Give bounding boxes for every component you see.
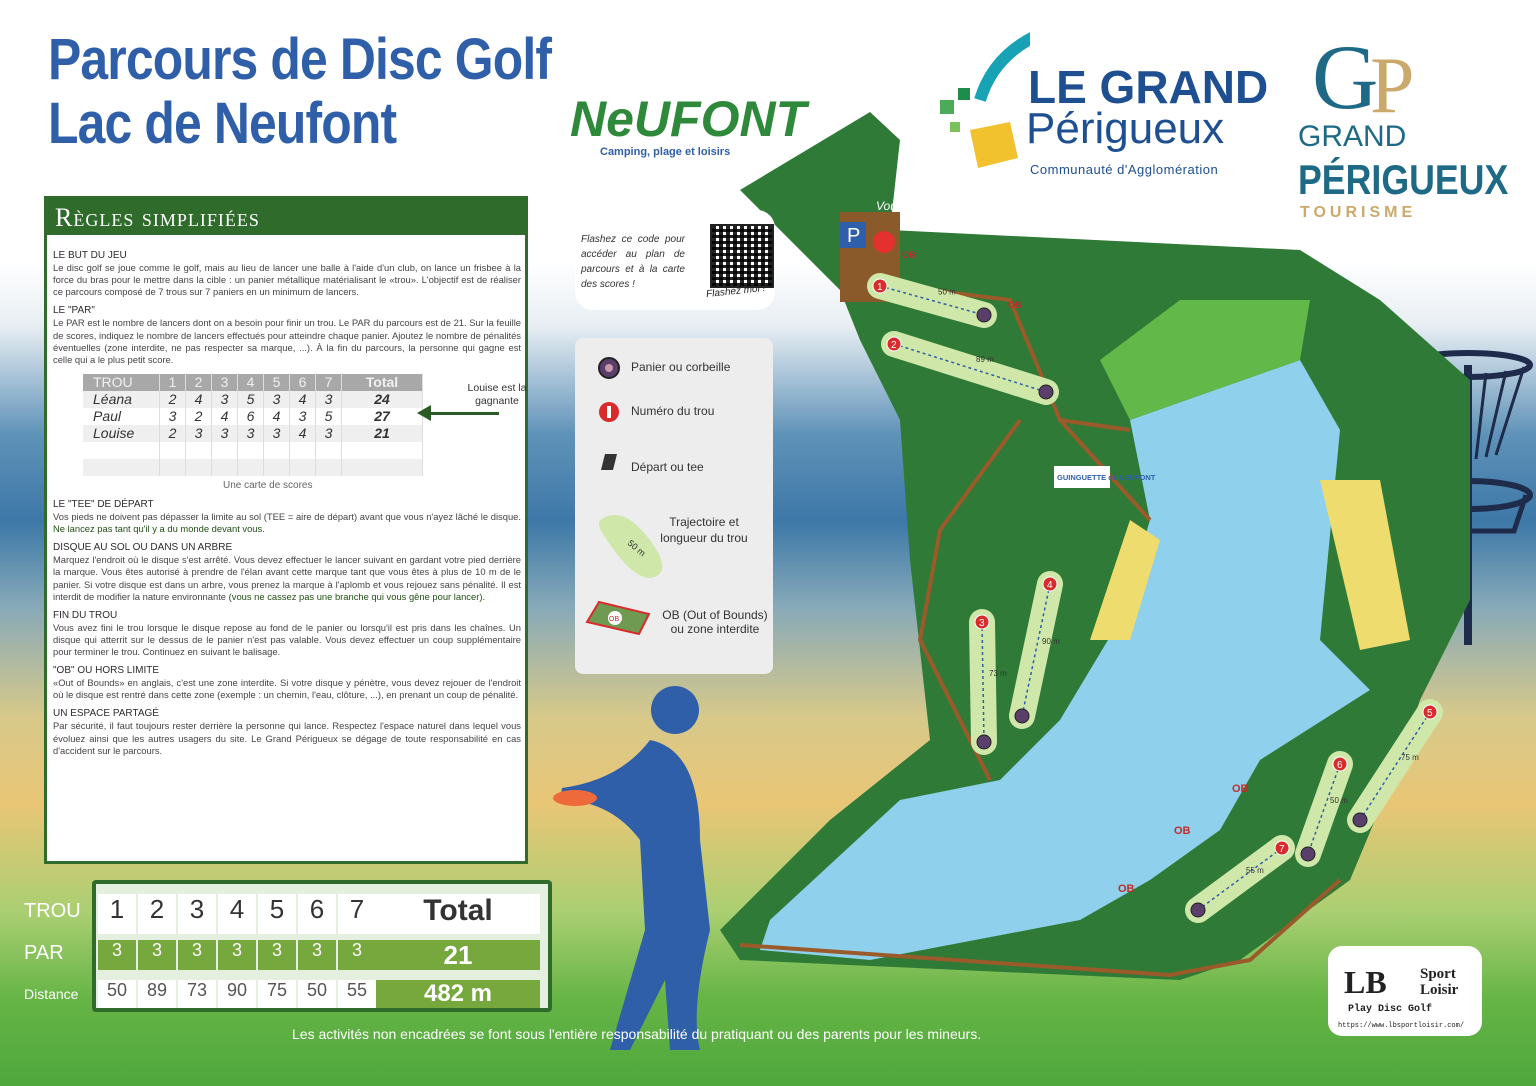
scorecard-row — [83, 425, 423, 442]
score-cell: 4 — [264, 408, 290, 425]
disclaimer: Les activités non encadrées se font sous l'entière responsabilité du pratiquant ou des parents pour les mineurs. — [292, 1026, 982, 1042]
hole-number-cell: 6 — [298, 894, 336, 934]
tee-icon — [599, 452, 619, 472]
svg-text:G: G — [1312, 28, 1379, 118]
scorecard-header: TROU — [83, 374, 160, 391]
scorecard-row — [83, 408, 423, 425]
par-cell: 3 — [178, 940, 216, 970]
hole-number-cell: 3 — [178, 894, 216, 934]
tourisme-perigueux: PÉRIGUEUX — [1298, 156, 1509, 203]
title-line-2: Lac de Neufont — [48, 91, 397, 156]
score-cell: 5 — [238, 391, 264, 408]
player-name: Louise — [83, 425, 160, 442]
par-cell: 3 — [258, 940, 296, 970]
score-cell: 4 — [290, 391, 316, 408]
legend-fairway: Trajectoire et longueur du trou — [660, 515, 748, 545]
hole-number-cell: 2 — [138, 894, 176, 934]
lb-loisir: Loisir — [1420, 982, 1459, 998]
guinguette-label: GUINGUETTE de NEUFONT — [1057, 473, 1156, 482]
score-cell: 6 — [238, 408, 264, 425]
page-title — [48, 28, 551, 156]
rule-text: «Out of Bounds» en anglais, c'est une zone interdite. Si votre disque y pénètre, vous devez rejouer de l'endroit où le disque est rentré dans cette zone (exemple : un chemin, l'eau, clôture, ...), en prenant un coup de pénalité. — [53, 677, 521, 701]
rules-title: Règles simplifiées — [55, 203, 260, 232]
score-cell: 3 — [290, 408, 316, 425]
scorecard-header: 3 — [212, 374, 238, 391]
winner-note: Louise est la gagnante — [467, 381, 527, 407]
ob-badge: OB — [902, 250, 916, 260]
rule-title: FIN DU TROU — [53, 609, 118, 621]
distance-total: 482 m — [376, 980, 540, 1008]
hole-number-label: 7 — [1279, 844, 1285, 855]
lb-sport-loisir-logo — [1328, 946, 1482, 1036]
hole-distance-label: 50 m — [1330, 796, 1348, 805]
hole-distance-label: 89 m — [976, 355, 994, 364]
score-total: 24 — [342, 391, 423, 408]
rule-text: Vous avez fini le trou lorsque le disque repose au fond de le panier ou lorsqu'il est pris dans les chaînes. Un disque qui atterrit sur le dessus de le panier n'est pas valable. Vous devez effectuer un coup supplémentaire pour terminer le trou. Continuez en suivant le balisage. — [53, 621, 521, 657]
fairway-sample-length: 50 m — [625, 537, 648, 559]
score-cell: 3 — [264, 425, 290, 442]
legend-basket: Panier ou corbeille — [631, 360, 731, 374]
score-cell: 2 — [160, 391, 186, 408]
par-cell: 3 — [138, 940, 176, 970]
you-are-here-pin-icon — [873, 231, 895, 253]
total-header: Total — [376, 894, 540, 934]
hole-number-label: 6 — [1337, 760, 1343, 771]
grand-perigueux-title: LE GRAND — [1028, 61, 1269, 113]
hole-distance-label: 75 m — [1401, 753, 1419, 762]
tourisme-label: TOURISME — [1300, 204, 1417, 221]
basket-icon — [1039, 385, 1053, 399]
score-cell: 2 — [160, 425, 186, 442]
hole-distance-label: 90 m — [1042, 637, 1060, 646]
distance-cell: 75 — [258, 980, 296, 1008]
rule-title: UN ESPACE PARTAGÉ — [53, 708, 159, 720]
hole-number-icon — [597, 400, 621, 424]
winner-arrow-icon — [429, 412, 499, 415]
score-cell: 3 — [212, 425, 238, 442]
distance-cell: 89 — [138, 980, 176, 1008]
row-label-par: PAR — [24, 942, 64, 964]
hole-number-cell: 4 — [218, 894, 256, 934]
legend-tee: Départ ou tee — [631, 460, 704, 474]
ob-badge: OB — [1118, 883, 1135, 895]
hole-number-label: 1 — [877, 282, 883, 293]
par-cell: 3 — [218, 940, 256, 970]
rule-text-body: Marquez l'endroit où le disque s'est arrêté. Vous devez effectuer le lancer suivant en gardant votre pied derrière la marque. Vous êtes autorisé à prendre de l'élan avant cette marque tant que vous êtes à plus de 10 m de le panier. Si votre disque est dans un arbre, vous prenez la marque à l'aplomb et vous rejouez sans pénalité. Il est interdit de modifier la nature environnante — [53, 554, 521, 602]
rule-title: LE BUT DU JEU — [53, 250, 127, 261]
rules-header — [47, 199, 525, 235]
basket-icon — [977, 308, 991, 322]
rule-text-body: Vos pieds ne doivent pas dépasser la limite au sol (TEE = aire de départ) avant que vous n'ayez lâché le disque. — [53, 511, 521, 523]
lb-sport: Sport — [1420, 966, 1456, 982]
par-cell: 3 — [298, 940, 336, 970]
score-cell: 4 — [212, 408, 238, 425]
neufont-tagline: Camping, plage et loisirs — [600, 146, 731, 158]
score-cell: 3 — [316, 425, 342, 442]
map-legend — [575, 338, 773, 674]
rule-title: LE "TEE" DE DÉPART — [53, 498, 154, 510]
grand-perigueux-name: Périgueux — [1026, 104, 1225, 153]
ob-zone-badge: OB — [609, 616, 620, 623]
scorecard-header: 1 — [160, 374, 186, 391]
hole-number-cell: 1 — [98, 894, 136, 934]
player-name: Léana — [83, 391, 160, 408]
neufont-logo: NeUFONT — [570, 91, 807, 147]
scorecard-row — [83, 442, 423, 459]
hole-distance-label: 73 m — [989, 669, 1007, 678]
rules-body — [53, 243, 527, 757]
basket-icon — [977, 735, 991, 749]
rule-text — [53, 554, 521, 602]
qr-code[interactable] — [710, 224, 774, 288]
par-cell: 3 — [338, 940, 376, 970]
scorecard-header: 5 — [264, 374, 290, 391]
score-cell: 5 — [316, 408, 342, 425]
legend-hole-number: Numéro du trou — [631, 404, 715, 418]
score-total: 27 — [342, 408, 423, 425]
ob-zone-icon — [585, 600, 651, 636]
score-cell: 3 — [212, 391, 238, 408]
scorecard-header: 6 — [290, 374, 316, 391]
hole-number-label: 3 — [979, 618, 985, 629]
rule-highlight: Ne lancez pas tant qu'il y a du monde devant vous. — [53, 523, 265, 535]
distance-cell: 73 — [178, 980, 216, 1008]
hole-distance-label: 50 m — [938, 287, 956, 297]
row-label-distance: Distance — [24, 986, 79, 1002]
basket-icon — [1191, 903, 1205, 917]
scorecard-caption: Une carte de scores — [223, 479, 313, 491]
rule-highlight: (vous ne cassez pas une branche qui vous gêne pour lancer). — [228, 590, 486, 602]
basket-icon — [1301, 847, 1315, 861]
rule-title: "OB" OU HORS LIMITE — [53, 665, 160, 677]
par-cell: 3 — [98, 940, 136, 970]
lb-url[interactable]: https://www.lbsportloisir.com/ — [1338, 1022, 1465, 1030]
player-name: Paul — [83, 408, 160, 425]
score-cell: 2 — [186, 408, 212, 425]
parking-letter: P — [847, 225, 861, 247]
rule-text: Le PAR est le nombre de lancers dont on a besoin pour finir un trou. Le PAR du parcours est de 21. Sur la feuille de scores, indiquez le nombre de lancers effectués pour atteindre chaque panier. Ajoutez le nombre de pénalités éventuelles (zone interdite, ne pas respecter sa marque, ...). À la fin du parcours, la personne qui gagne est celle qui a le plus petit score. — [53, 317, 521, 365]
grand-perigueux-subtitle: Communauté d'Agglomération — [1030, 162, 1219, 177]
scorecard-header: 2 — [186, 374, 212, 391]
rule-title: LE "PAR" — [53, 305, 95, 317]
score-cell: 4 — [290, 425, 316, 442]
scorecard-row — [83, 391, 423, 408]
hole-number-cell: 7 — [338, 894, 376, 934]
svg-text:P: P — [1370, 42, 1415, 118]
you-are-here-label: Vous êtes ici — [876, 199, 944, 213]
title-line-1: Parcours de Disc Golf — [48, 27, 552, 92]
basket-icon — [597, 356, 621, 380]
basket-icon — [1015, 709, 1029, 723]
lb-tagline: Play Disc Golf — [1348, 1004, 1433, 1015]
distance-cell: 50 — [98, 980, 136, 1008]
score-total: 21 — [342, 425, 423, 442]
ob-badge: OB — [1232, 783, 1249, 795]
distance-cell: 90 — [218, 980, 256, 1008]
qr-instructions: Flashez ce code pour accéder au plan de parcours et à la carte des scores ! — [581, 234, 685, 290]
basket-icon — [1353, 813, 1367, 827]
hole-number-cell: 5 — [258, 894, 296, 934]
score-cell: 3 — [264, 391, 290, 408]
hole-number-label: 4 — [1047, 580, 1053, 591]
rule-text: Le disc golf se joue comme le golf, mais au lieu de lancer une balle à l'aide d'un club, on lance un frisbee à la force du bras pour le mettre dans la cible : un panier métallique matérialisant le «trou». L'objectif est de réaliser ce parcours composé de 7 trous sur 7 paniers en un minimum de lancers. — [53, 262, 521, 298]
par-total: 21 — [376, 940, 540, 970]
rule-title: DISQUE AU SOL OU DANS UN ARBRE — [53, 542, 233, 554]
tourisme-grand: GRAND — [1298, 120, 1407, 153]
course-summary-table — [24, 880, 554, 1014]
hole-number-label: 2 — [891, 340, 897, 351]
legend-ob: OB (Out of Bounds) ou zone interdite — [662, 608, 768, 636]
scorecard-header: 4 — [238, 374, 264, 391]
scorecard-row — [83, 459, 423, 476]
score-cell: 4 — [186, 391, 212, 408]
hole-distance-label: 55 m — [1246, 866, 1264, 875]
qr-caption: Flashez moi ! — [705, 282, 766, 301]
score-cell: 3 — [160, 408, 186, 425]
scorecard-header: Total — [342, 374, 423, 391]
score-cell: 3 — [186, 425, 212, 442]
rule-text — [53, 511, 521, 535]
example-scorecard — [83, 374, 423, 476]
ob-badge: OB — [1008, 300, 1022, 310]
distance-cell: 55 — [338, 980, 376, 1008]
row-label-trou: TROU — [24, 900, 81, 922]
hole-number-label: 5 — [1427, 708, 1433, 719]
score-cell: 3 — [238, 425, 264, 442]
ob-badge: OB — [1174, 825, 1191, 837]
distance-cell: 50 — [298, 980, 336, 1008]
rule-text: Par sécurité, il faut toujours rester derrière la personne qui lance. Respectez l'espace naturel dans lequel vous évoluez ainsi que les autres usagers du site. Le Grand Périgueux se dégage de toute responsabilité en cas d'accident sur le parcours. — [53, 720, 521, 756]
scorecard-header: 7 — [316, 374, 342, 391]
score-cell: 3 — [316, 391, 342, 408]
lb-initials: LB — [1344, 964, 1387, 1000]
rules-panel — [44, 196, 528, 864]
